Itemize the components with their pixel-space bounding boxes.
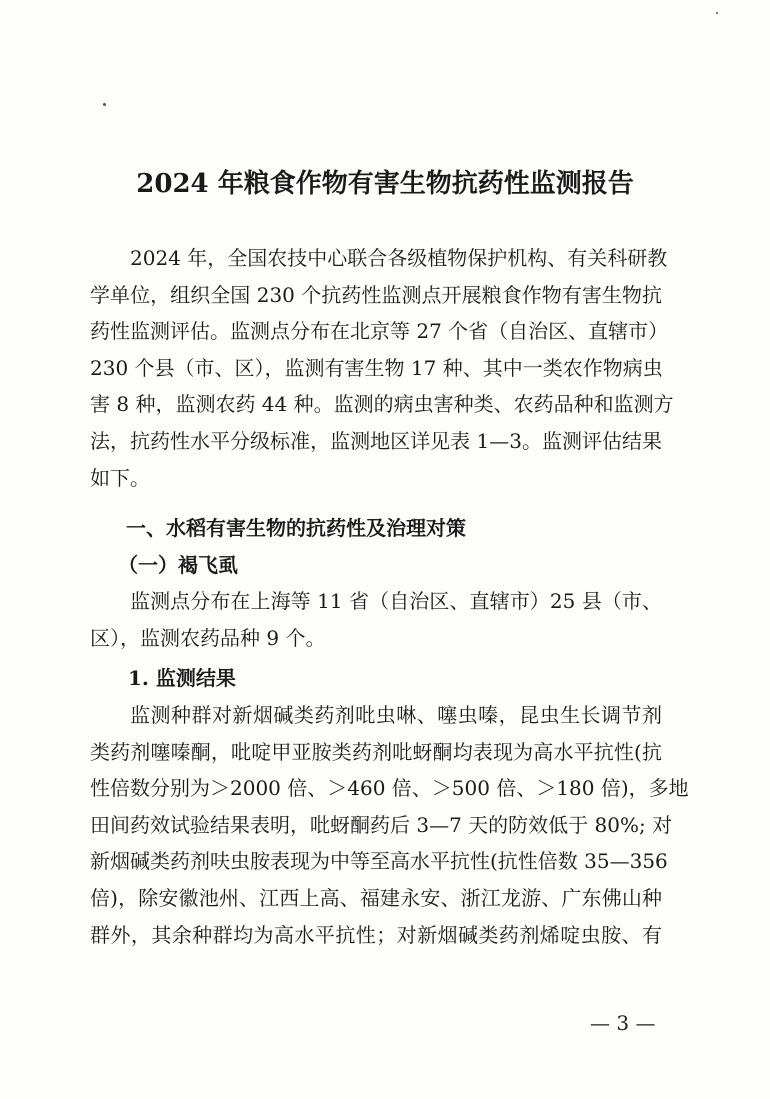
subsection-line: 监测点分布在上海等 11 省（自治区、直辖市）25 县（市、 (130, 589, 662, 613)
intro-line: 药性监测评估。监测点分布在北京等 27 个省（自治区、直辖市） (90, 319, 669, 344)
intro-line: 2024 年，全国农技中心联合各级植物保护机构、有关科研教 (130, 246, 668, 270)
section-heading: 一、水稻有害生物的抗药性及治理对策 (126, 516, 466, 540)
document-title: 2024 年粮食作物有害生物抗药性监测报告 (136, 169, 634, 199)
result-line: 倍)，除安徽池州、江西上高、福建永安、浙江龙游、广东佛山种 (90, 885, 662, 910)
result-line: 类药剂噻嗪酮，吡啶甲亚胺类药剂吡蚜酮均表现为高水平抗性(抗 (90, 739, 662, 764)
scan-speck (103, 103, 106, 106)
intro-line: 学单位，组织全国 230 个抗药性监测点开展粮食作物有害生物抗 (90, 282, 662, 307)
intro-paragraph (90, 240, 674, 496)
subsection-line: 区），监测农药品种 9 个。 (90, 625, 326, 650)
intro-line: 法，抗药性水平分级标准，监测地区详见表 1—3。监测评估结果 (90, 428, 662, 453)
intro-line: 230 个县（市、区），监测有害生物 17 种、其中一类农作物病虫 (90, 355, 663, 380)
subsection-paragraph (90, 583, 662, 656)
result-line: 群外，其余种群均为高水平抗性；对新烟碱类药剂烯啶虫胺、有 (90, 922, 662, 947)
result-paragraph (90, 697, 689, 953)
result-line: 新烟碱类药剂呋虫胺表现为中等至高水平抗性(抗性倍数 35—356 (90, 849, 668, 874)
point-heading: 1. 监测结果 (128, 666, 236, 690)
result-line: 田间药效试验结果表明，吡蚜酮药后 3—7 天的防效低于 80%; 对 (90, 812, 673, 837)
result-line: 监测种群对新烟碱类药剂吡虫啉、噻虫嗪，昆虫生长调节剂 (130, 703, 662, 727)
page-number: — 3 — (590, 1011, 656, 1035)
scan-speck (716, 12, 718, 14)
subsection-heading: （一）褐飞虱 (118, 553, 238, 577)
result-line: 性倍数分别为＞2000 倍、＞460 倍、＞500 倍、＞180 倍)，多地 (90, 776, 689, 801)
intro-line: 害 8 种，监测农药 44 种。监测的病虫害种类、农药品种和监测方 (90, 392, 674, 417)
intro-line: 如下。 (90, 465, 150, 490)
